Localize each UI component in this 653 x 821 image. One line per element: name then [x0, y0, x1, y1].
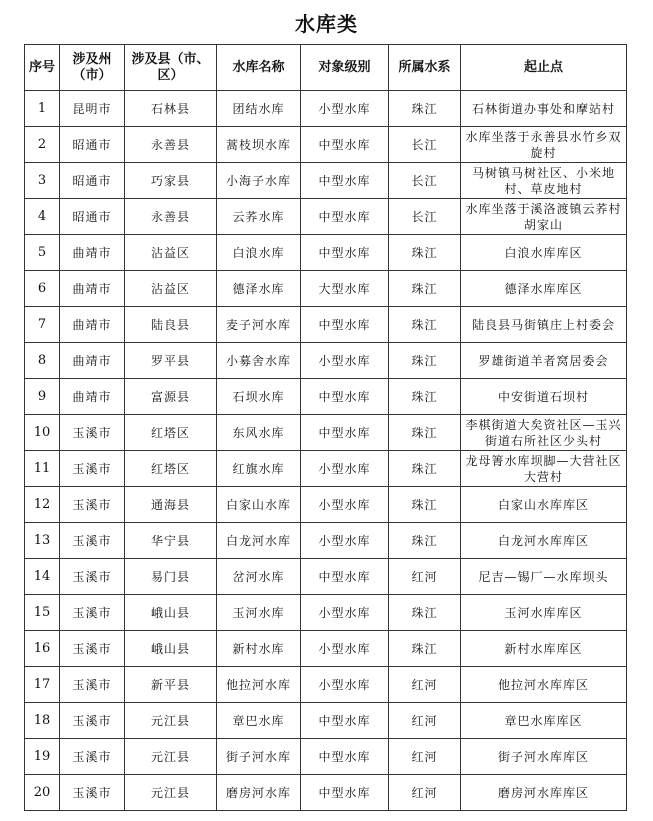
- cell-reservoir-name: 白家山水库: [217, 487, 301, 523]
- cell-county: 峨山县: [125, 631, 217, 667]
- cell-index: 10: [25, 415, 60, 451]
- cell-reservoir-name: 云荞水库: [217, 199, 301, 235]
- cell-river-system: 珠江: [389, 631, 461, 667]
- cell-reservoir-name: 白浪水库: [217, 235, 301, 271]
- cell-river-system: 长江: [389, 127, 461, 163]
- cell-river-system: 珠江: [389, 451, 461, 487]
- cell-prefecture: 玉溪市: [60, 559, 125, 595]
- cell-prefecture: 曲靖市: [60, 379, 125, 415]
- cell-reservoir-name: 他拉河水库: [217, 667, 301, 703]
- table-row: [25, 199, 627, 235]
- cell-range: 李棋街道大矣资社区—玉兴街道右所社区少头村: [461, 415, 627, 451]
- cell-range: 白浪水库库区: [461, 235, 627, 271]
- cell-prefecture: 昆明市: [60, 91, 125, 127]
- cell-level: 中型水库: [301, 775, 389, 811]
- cell-river-system: 红河: [389, 703, 461, 739]
- cell-reservoir-name: 小募舍水库: [217, 343, 301, 379]
- cell-prefecture: 昭通市: [60, 199, 125, 235]
- cell-range: 石林街道办事处和摩站村: [461, 91, 627, 127]
- cell-prefecture: 玉溪市: [60, 451, 125, 487]
- cell-range: 德泽水库库区: [461, 271, 627, 307]
- table-row: [25, 703, 627, 739]
- cell-level: 小型水库: [301, 91, 389, 127]
- cell-level: 中型水库: [301, 127, 389, 163]
- cell-county: 峨山县: [125, 595, 217, 631]
- cell-range: 白家山水库库区: [461, 487, 627, 523]
- cell-county: 元江县: [125, 739, 217, 775]
- cell-county: 易门县: [125, 559, 217, 595]
- cell-range: 白龙河水库库区: [461, 523, 627, 559]
- cell-river-system: 红河: [389, 739, 461, 775]
- cell-level: 中型水库: [301, 559, 389, 595]
- cell-level: 小型水库: [301, 667, 389, 703]
- cell-prefecture: 曲靖市: [60, 307, 125, 343]
- cell-reservoir-name: 街子河水库: [217, 739, 301, 775]
- cell-index: 1: [25, 91, 60, 127]
- cell-level: 中型水库: [301, 199, 389, 235]
- cell-range: 他拉河水库库区: [461, 667, 627, 703]
- cell-reservoir-name: 岔河水库: [217, 559, 301, 595]
- cell-prefecture: 玉溪市: [60, 667, 125, 703]
- cell-river-system: 珠江: [389, 523, 461, 559]
- table-row: [25, 595, 627, 631]
- cell-range: 水库坐落于永善县水竹乡双旋村: [461, 127, 627, 163]
- cell-index: 5: [25, 235, 60, 271]
- cell-county: 富源县: [125, 379, 217, 415]
- cell-index: 7: [25, 307, 60, 343]
- table-row: [25, 631, 627, 667]
- cell-county: 石林县: [125, 91, 217, 127]
- cell-reservoir-name: 红旗水库: [217, 451, 301, 487]
- table-row: [25, 379, 627, 415]
- cell-reservoir-name: 玉河水库: [217, 595, 301, 631]
- cell-level: 中型水库: [301, 703, 389, 739]
- cell-prefecture: 玉溪市: [60, 523, 125, 559]
- cell-reservoir-name: 蒿枝坝水库: [217, 127, 301, 163]
- cell-index: 17: [25, 667, 60, 703]
- cell-range: 水库坐落于溪洛渡镇云荞村胡家山: [461, 199, 627, 235]
- cell-reservoir-name: 石坝水库: [217, 379, 301, 415]
- cell-prefecture: 玉溪市: [60, 739, 125, 775]
- table-row: [25, 235, 627, 271]
- cell-river-system: 珠江: [389, 415, 461, 451]
- cell-county: 元江县: [125, 703, 217, 739]
- page-title: 水库类: [295, 12, 358, 36]
- cell-prefecture: 曲靖市: [60, 271, 125, 307]
- cell-range: 马树镇马树社区、小米地村、草皮地村: [461, 163, 627, 199]
- cell-level: 中型水库: [301, 307, 389, 343]
- cell-level: 小型水库: [301, 631, 389, 667]
- cell-level: 小型水库: [301, 595, 389, 631]
- header-prefecture: 涉及州（市）: [60, 45, 125, 91]
- table-row: [25, 739, 627, 775]
- cell-county: 华宁县: [125, 523, 217, 559]
- cell-range: 玉河水库库区: [461, 595, 627, 631]
- cell-river-system: 珠江: [389, 487, 461, 523]
- cell-index: 11: [25, 451, 60, 487]
- cell-river-system: 珠江: [389, 343, 461, 379]
- cell-river-system: 珠江: [389, 595, 461, 631]
- cell-index: 6: [25, 271, 60, 307]
- header-level: 对象级别: [301, 45, 389, 91]
- header-reservoir-name: 水库名称: [217, 45, 301, 91]
- cell-river-system: 珠江: [389, 235, 461, 271]
- cell-level: 小型水库: [301, 451, 389, 487]
- cell-range: 尼吉—锡厂—水库坝头: [461, 559, 627, 595]
- cell-level: 小型水库: [301, 523, 389, 559]
- cell-reservoir-name: 小海子水库: [217, 163, 301, 199]
- cell-river-system: 珠江: [389, 307, 461, 343]
- cell-range: 街子河水库库区: [461, 739, 627, 775]
- cell-county: 沾益区: [125, 235, 217, 271]
- cell-reservoir-name: 章巴水库: [217, 703, 301, 739]
- cell-index: 4: [25, 199, 60, 235]
- cell-river-system: 红河: [389, 775, 461, 811]
- cell-county: 红塔区: [125, 451, 217, 487]
- cell-range: 罗雄街道羊者窝居委会: [461, 343, 627, 379]
- table-row: [25, 343, 627, 379]
- cell-river-system: 珠江: [389, 271, 461, 307]
- cell-river-system: 长江: [389, 163, 461, 199]
- cell-county: 罗平县: [125, 343, 217, 379]
- cell-level: 中型水库: [301, 235, 389, 271]
- header-row: [25, 45, 627, 91]
- cell-level: 中型水库: [301, 379, 389, 415]
- table-row: [25, 307, 627, 343]
- cell-reservoir-name: 白龙河水库: [217, 523, 301, 559]
- table-row: [25, 127, 627, 163]
- table-row: [25, 271, 627, 307]
- cell-range: 陆良县马街镇庄上村委会: [461, 307, 627, 343]
- header-range: 起止点: [461, 45, 627, 91]
- cell-range: 章巴水库库区: [461, 703, 627, 739]
- table-row: [25, 415, 627, 451]
- cell-prefecture: 玉溪市: [60, 775, 125, 811]
- cell-index: 8: [25, 343, 60, 379]
- cell-index: 20: [25, 775, 60, 811]
- cell-level: 中型水库: [301, 415, 389, 451]
- cell-prefecture: 昭通市: [60, 163, 125, 199]
- cell-reservoir-name: 麦子河水库: [217, 307, 301, 343]
- table-row: [25, 775, 627, 811]
- table-row: [25, 667, 627, 703]
- cell-county: 元江县: [125, 775, 217, 811]
- cell-river-system: 珠江: [389, 91, 461, 127]
- cell-index: 14: [25, 559, 60, 595]
- cell-county: 红塔区: [125, 415, 217, 451]
- cell-county: 通海县: [125, 487, 217, 523]
- cell-reservoir-name: 东风水库: [217, 415, 301, 451]
- cell-river-system: 长江: [389, 199, 461, 235]
- cell-county: 陆良县: [125, 307, 217, 343]
- cell-county: 沾益区: [125, 271, 217, 307]
- cell-level: 小型水库: [301, 343, 389, 379]
- cell-index: 2: [25, 127, 60, 163]
- cell-county: 新平县: [125, 667, 217, 703]
- cell-reservoir-name: 新村水库: [217, 631, 301, 667]
- cell-level: 中型水库: [301, 163, 389, 199]
- table-row: [25, 523, 627, 559]
- cell-index: 3: [25, 163, 60, 199]
- table-body: [25, 91, 627, 811]
- cell-reservoir-name: 团结水库: [217, 91, 301, 127]
- reservoir-table: [24, 44, 627, 811]
- cell-reservoir-name: 磨房河水库: [217, 775, 301, 811]
- cell-range: 龙母箐水库坝脚—大营社区大营村: [461, 451, 627, 487]
- cell-level: 大型水库: [301, 271, 389, 307]
- cell-range: 磨房河水库库区: [461, 775, 627, 811]
- cell-range: 新村水库库区: [461, 631, 627, 667]
- table-row: [25, 91, 627, 127]
- cell-prefecture: 昭通市: [60, 127, 125, 163]
- cell-river-system: 珠江: [389, 379, 461, 415]
- cell-range: 中安街道石坝村: [461, 379, 627, 415]
- cell-index: 13: [25, 523, 60, 559]
- table-row: [25, 487, 627, 523]
- cell-river-system: 红河: [389, 667, 461, 703]
- table-row: [25, 163, 627, 199]
- cell-prefecture: 曲靖市: [60, 235, 125, 271]
- cell-prefecture: 玉溪市: [60, 415, 125, 451]
- cell-level: 小型水库: [301, 487, 389, 523]
- table-row: [25, 451, 627, 487]
- cell-index: 9: [25, 379, 60, 415]
- cell-index: 12: [25, 487, 60, 523]
- cell-index: 16: [25, 631, 60, 667]
- header-river-system: 所属水系: [389, 45, 461, 91]
- cell-index: 19: [25, 739, 60, 775]
- cell-reservoir-name: 德泽水库: [217, 271, 301, 307]
- cell-county: 永善县: [125, 127, 217, 163]
- table-row: [25, 559, 627, 595]
- cell-county: 巧家县: [125, 163, 217, 199]
- header-county: 涉及县（市、区）: [125, 45, 217, 91]
- cell-river-system: 红河: [389, 559, 461, 595]
- cell-index: 15: [25, 595, 60, 631]
- cell-prefecture: 玉溪市: [60, 595, 125, 631]
- cell-prefecture: 玉溪市: [60, 631, 125, 667]
- cell-level: 中型水库: [301, 739, 389, 775]
- cell-county: 永善县: [125, 199, 217, 235]
- cell-prefecture: 玉溪市: [60, 487, 125, 523]
- cell-index: 18: [25, 703, 60, 739]
- cell-prefecture: 曲靖市: [60, 343, 125, 379]
- cell-prefecture: 玉溪市: [60, 703, 125, 739]
- header-index: 序号: [25, 45, 60, 91]
